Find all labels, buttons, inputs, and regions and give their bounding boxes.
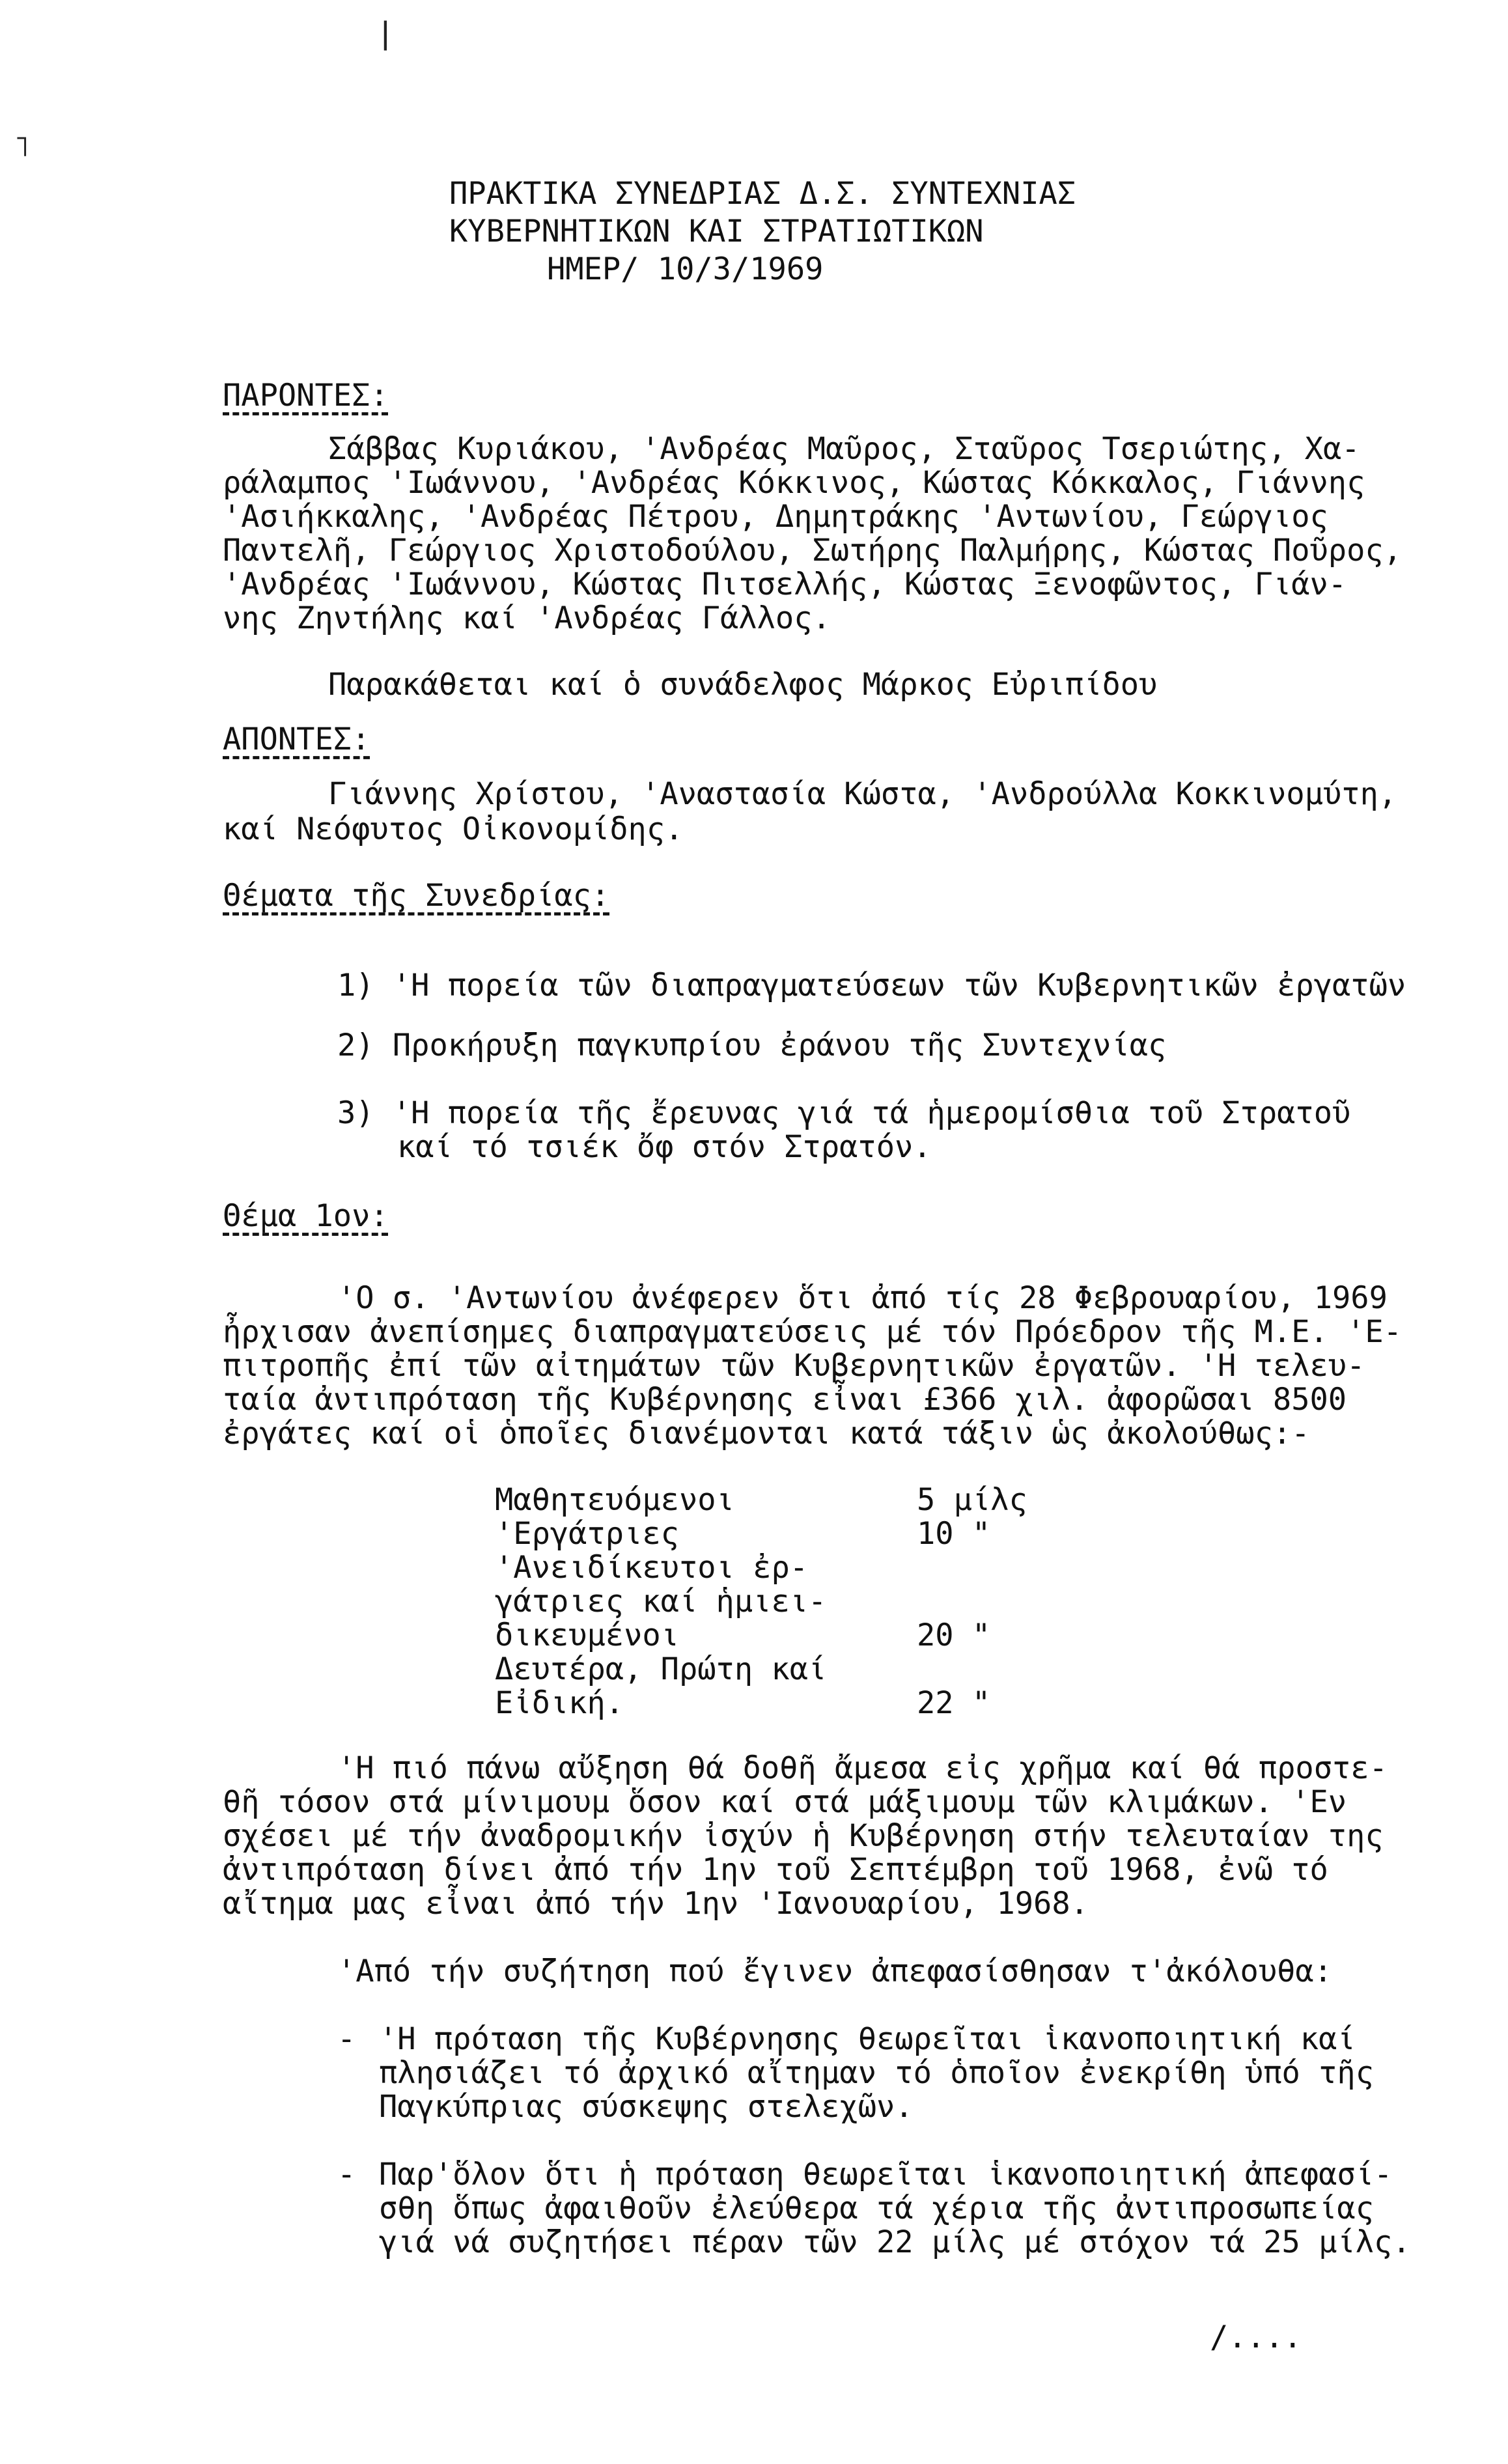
table-row-label: 'Εργάτριες <box>495 1516 679 1552</box>
topic1-para2-line: σχέσει μέ τήν ἀναδρομικήν ἰσχύν ἡ Κυβέρνηση στήν τελευταίαν της <box>223 1818 1384 1854</box>
decision-bullet: - <box>337 2021 356 2057</box>
present-line: ράλαμπος 'Ιωάννου, 'Ανδρέας Κόκκινος, Κώστας Κόκκαλος, Γιάννης <box>223 465 1365 501</box>
absent-line: Γιάννης Χρίστου, 'Αναστασία Κώστα, 'Ανδρούλλα Κοκκινομύτη, <box>328 776 1397 812</box>
decision-line: πλησιάζει τό ἀρχικό αἴτημαν τό ὁποῖον ἐνεκρίθη ὑπό τῆς <box>379 2055 1375 2091</box>
table-row-label: 'Ανειδίκευτοι ἐρ- <box>495 1550 809 1586</box>
table-row-label: δικευμένοι <box>495 1617 679 1653</box>
table-row-value: 10 " <box>917 1516 991 1552</box>
decision-line: γιά νά συζητήσει πέραν τῶν 22 μίλς μέ στόχον τά 25 μίλς. <box>379 2224 1411 2260</box>
agenda-item: 3) 'Η πορεία τῆς ἔρευνας γιά τά ἡμερομίσθια τοῦ Στρατοῦ <box>337 1095 1351 1131</box>
agenda-item: 2) Προκήρυξη παγκυπρίου ἐράνου τῆς Συντεχνίας <box>337 1028 1167 1063</box>
agenda-item: καί τό τσιέκ ὄφ στόν Στρατόν. <box>397 1129 932 1165</box>
table-row-label: Εἰδική. <box>495 1685 624 1721</box>
decision-bullet: - <box>337 2157 356 2192</box>
table-row-value: 20 " <box>917 1617 991 1653</box>
decision-line: Παρ'ὅλον ὅτι ἡ πρόταση θεωρεῖται ἱκανοποιητική ἀπεφασί- <box>379 2157 1393 2192</box>
header-date: ΗΜΕΡ/ 10/3/1969 <box>547 251 824 287</box>
header-title-line1: ΠΡΑΚΤΙΚΑ ΣΥΝΕΔΡΙΑΣ Δ.Σ. ΣΥΝΤΕΧΝΙΑΣ <box>449 176 1076 212</box>
header-title-line2: ΚΥΒΕΡΝΗΤΙΚΩΝ ΚΑΙ ΣΤΡΑΤΙΩΤΙΚΩΝ <box>449 214 984 249</box>
absent-heading: ΑΠΟΝΤΕΣ: <box>223 721 370 757</box>
agenda-item: 1) 'Η πορεία τῶν διαπραγματεύσεων τῶν Κυβερνητικῶν ἐργατῶν <box>337 968 1406 1003</box>
topic1-para2-line: ἀντιπρόταση δίνει ἀπό τήν 1ην τοῦ Σεπτέμβρη τοῦ 1968, ἐνῶ τό <box>223 1852 1328 1888</box>
table-row-label: Δευτέρα, Πρώτη καί <box>495 1651 827 1687</box>
agenda-heading: Θέματα τῆς Συνεδρίας: <box>223 878 610 914</box>
decisions-intro: 'Από τήν συζήτηση πού ἔγινεν ἀπεφασίσθησαν τ'ἀκόλουθα: <box>337 1953 1333 1989</box>
topic1-para1-line: πιτροπῆς ἐπί τῶν αἰτημάτων τῶν Κυβερνητικῶν ἐργατῶν. 'Η τελευ- <box>223 1348 1365 1384</box>
continuation-mark: /.... <box>1210 2319 1302 2355</box>
absent-line: καί Νεόφυτος Οἰκονομίδης. <box>223 811 684 847</box>
topic1-para2-line: 'Η πιό πάνω αὔξηση θά δοθῆ ἄμεσα εἰς χρῆμα καί θά προστε- <box>337 1750 1388 1786</box>
present-line: Σάββας Κυριάκου, 'Ανδρέας Μαῦρος, Σταῦρος Τσεριώτης, Χα- <box>328 431 1360 467</box>
decision-line: Παγκύπριας σύσκεψης στελεχῶν. <box>379 2089 914 2125</box>
topic1-para1-line: ταία ἀντιπρόταση τῆς Κυβέρνησης εἶναι £366 χιλ. ἀφορῶσαι 8500 <box>223 1382 1347 1418</box>
topic1-para2-line: θῆ τόσον στά μίνιμουμ ὅσον καί στά μάξιμουμ τῶν κλιμάκων. 'Εν <box>223 1784 1347 1820</box>
margin-mark: ˥ <box>13 130 31 163</box>
table-row-label: γάτριες καί ἡμιει- <box>495 1584 827 1619</box>
attendee-line: Παρακάθεται καί ὁ συνάδελφος Μάρκος Εὐριπίδου <box>328 667 1158 703</box>
present-heading: ΠΑΡΟΝΤΕΣ: <box>223 378 389 413</box>
present-line: νης Ζηντήλης καί 'Ανδρέας Γάλλος. <box>223 600 831 636</box>
topic1-para1-line: 'Ο σ. 'Αντωνίου ἀνέφερεν ὅτι ἀπό τίς 28 Φεβρουαρίου, 1969 <box>337 1280 1388 1316</box>
margin-mark: ❘ <box>374 13 397 55</box>
table-row-label: Μαθητευόμενοι <box>495 1482 734 1518</box>
topic1-para1-line: ἦρχισαν ἀνεπίσημες διαπραγματεύσεις μέ τόν Πρόεδρον τῆς Μ.Ε. 'Ε- <box>223 1314 1402 1350</box>
topic1-para1-line: ἐργάτες καί οἱ ὁποῖες διανέμονται κατά τάξιν ὡς ἀκολούθως:- <box>223 1416 1310 1451</box>
decision-line: σθη ὅπως ἀφαιθοῦν ἐλεύθερα τά χέρια τῆς ἀντιπροσωπείας <box>379 2191 1375 2226</box>
decision-line: 'Η πρόταση τῆς Κυβέρνησης θεωρεῖται ἱκανοποιητική καί <box>379 2021 1356 2057</box>
present-line: Παντελῆ, Γεώργιος Χριστοδούλου, Σωτήρης Παλμήρης, Κώστας Ποῦρος, <box>223 533 1402 568</box>
topic1-heading: Θέμα 1ον: <box>223 1198 389 1234</box>
present-line: 'Ανδρέας 'Ιωάννου, Κώστας Πιτσελλής, Κώστας Ξενοφῶντος, Γιάν- <box>223 567 1347 602</box>
topic1-para2-line: αἴτημα μας εἶναι ἀπό τήν 1ην 'Ιανουαρίου, 1968. <box>223 1886 1089 1922</box>
table-row-value: 22 " <box>917 1685 991 1721</box>
present-line: 'Ασιήκκαλης, 'Ανδρέας Πέτρου, Δημητράκης 'Αντωνίου, Γεώργιος <box>223 499 1328 535</box>
table-row-value: 5 μίλς <box>917 1482 1027 1518</box>
